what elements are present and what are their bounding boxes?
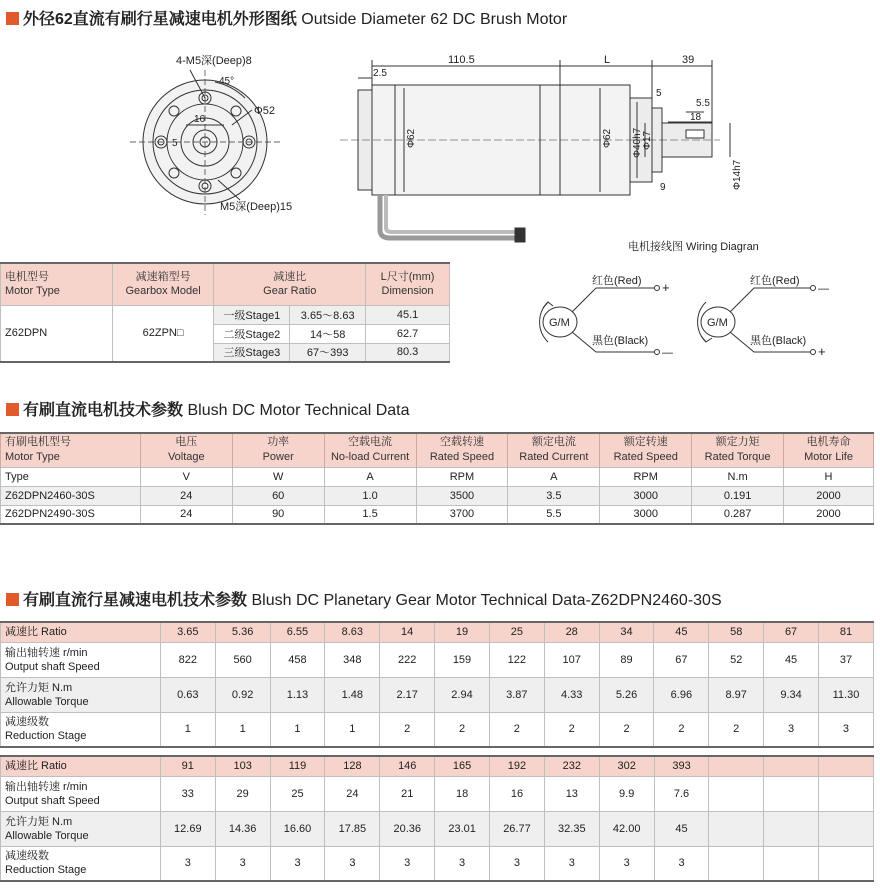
gear-cell: 146: [380, 756, 435, 776]
tech-header-cell: 功率 Power: [232, 433, 324, 467]
gear-cell: 89: [599, 642, 654, 677]
stage-cell: 二级Stage2: [214, 324, 290, 343]
right-plus: +: [818, 344, 826, 359]
gear-cell: 107: [544, 642, 599, 677]
tech-cell: 0.287: [692, 505, 784, 524]
gear-cell: 192: [490, 756, 545, 776]
gear-cell: 3: [818, 712, 873, 747]
gear-cell: 3: [435, 846, 490, 881]
motor-drawing: [0, 30, 880, 260]
section-title-en: Outside Diameter 62 DC Brush Motor: [301, 11, 568, 28]
tech-cell: 3000: [600, 505, 692, 524]
gear-cell: 128: [325, 756, 380, 776]
gear-cell: 3: [544, 846, 599, 881]
section-title-cn: 外径62直流有刷行星减速电机外形图纸: [23, 11, 297, 28]
gear-cell: [764, 776, 819, 811]
gear-cell: 3: [160, 846, 215, 881]
gear-cell: 302: [599, 756, 654, 776]
tech-cell: 1.0: [324, 486, 416, 505]
gear-cell: 2: [489, 712, 544, 747]
tech-cell: 3500: [416, 486, 508, 505]
gear-cell: 2: [544, 712, 599, 747]
gear-cell: 25: [489, 622, 544, 642]
label-dia14: Φ14h7: [732, 159, 743, 190]
tech-cell: 90: [232, 505, 324, 524]
gear-cell: 12.69: [160, 811, 215, 846]
table-row: [1, 677, 874, 712]
tech-cell: 1.5: [324, 505, 416, 524]
gear-cell: 4.33: [544, 677, 599, 712]
left-red-label: 红色(Red): [592, 275, 642, 287]
gear-cell: 3: [270, 846, 325, 881]
gear-cell: 14.36: [215, 811, 270, 846]
right-red-label: 红色(Red): [750, 275, 800, 287]
tech-unit-cell: A: [324, 467, 416, 486]
table-row: [1, 642, 874, 677]
gear-cell: [819, 776, 874, 811]
gear-cell: 34: [599, 622, 654, 642]
gear-cell: 42.00: [599, 811, 654, 846]
gear-cell: 25: [270, 776, 325, 811]
ratio-cell: 14～58: [290, 324, 366, 343]
stage-cell: 三级Stage3: [214, 343, 290, 362]
tech-cell: 5.5: [508, 505, 600, 524]
row-label: 减速比 Ratio: [1, 756, 161, 776]
gear-cell: 3.65: [160, 622, 215, 642]
gear-cell: 67: [654, 642, 709, 677]
left-plus: +: [662, 280, 670, 295]
wiring-title: 电机接线图 Wiring Diagran: [628, 241, 759, 253]
tech-cell: 3000: [600, 486, 692, 505]
tech-header-cell: 额定电流 Rated Current: [508, 433, 600, 467]
table-row: [1, 505, 874, 524]
ratio-cell: 3.65～8.63: [290, 305, 366, 324]
gear-cell: 16: [490, 776, 545, 811]
gear-cell: 6.96: [654, 677, 709, 712]
gear-cell: 11.30: [818, 677, 873, 712]
header-motor-type: 电机型号 Motor Type: [1, 263, 113, 305]
tech-header-cell: 电压 Voltage: [140, 433, 232, 467]
gear-cell: 232: [544, 756, 599, 776]
gear-cell: 18: [435, 776, 490, 811]
tech-unit-cell: RPM: [600, 467, 692, 486]
gear-cell: 2.17: [380, 677, 435, 712]
wiring-diagram: [520, 270, 880, 370]
gear-cell: 458: [270, 642, 325, 677]
label-dL: L: [604, 54, 611, 66]
section-title-en: Blush DC Motor Technical Data: [187, 402, 410, 419]
gear-cell: 1.48: [325, 677, 380, 712]
gear-cell: 20.36: [380, 811, 435, 846]
gear-cell: 6.55: [270, 622, 325, 642]
section-title-cn: 有刷直流行星减速电机技术参数: [23, 592, 248, 609]
label-dia52: Φ52: [254, 105, 276, 117]
left-minus: —: [662, 347, 673, 359]
gear-cell: 37: [818, 642, 873, 677]
tech-cell: 24: [140, 486, 232, 505]
gear-cell: 119: [270, 756, 325, 776]
label-dia17: Φ17: [642, 130, 653, 150]
tech-header-cell: 额定转速 Rated Speed: [600, 433, 692, 467]
table-row: [1, 622, 874, 642]
section-marker-icon: [6, 403, 19, 416]
gear-cell: 348: [325, 642, 380, 677]
tech-header-cell: 有刷电机型号 Motor Type: [1, 433, 141, 467]
gear-cell: [819, 811, 874, 846]
gear-cell: 1: [270, 712, 325, 747]
gear-cell: 91: [160, 756, 215, 776]
gear-cell: 32.35: [544, 811, 599, 846]
section-title-drawing: [6, 6, 567, 29]
gear-cell: 1: [325, 712, 380, 747]
gear-cell: 26.77: [490, 811, 545, 846]
gear-cell: 16.60: [270, 811, 325, 846]
label-dia40: Φ40h7: [632, 127, 643, 158]
label-dim5: 5: [172, 138, 178, 149]
gear-cell: 14: [380, 622, 435, 642]
motor-tech-table: [0, 432, 874, 525]
gear-cell: 1: [215, 712, 270, 747]
gear-cell: 7.6: [654, 776, 709, 811]
gear-cell: 165: [435, 756, 490, 776]
gear-cell: [819, 756, 874, 776]
gear-cell: 3: [764, 712, 819, 747]
gear-cell: 822: [160, 642, 215, 677]
table-row: [1, 846, 874, 881]
gear-cell: [709, 846, 764, 881]
label-d5: 5: [656, 88, 662, 99]
gear-cell: 58: [709, 622, 764, 642]
gear-cell: [764, 811, 819, 846]
gear-cell: 8.97: [709, 677, 764, 712]
gear-cell: 19: [435, 622, 490, 642]
table-header: [1, 433, 874, 467]
gear-table-2: [0, 755, 874, 882]
label-d110-5: 110.5: [448, 54, 475, 66]
gear-cell: 33: [160, 776, 215, 811]
tech-cell: 2000: [784, 505, 874, 524]
gear-cell: 45: [764, 642, 819, 677]
gear-cell: 222: [380, 642, 435, 677]
tech-cell: 3.5: [508, 486, 600, 505]
gear-cell: 13: [544, 776, 599, 811]
gear-cell: 67: [764, 622, 819, 642]
section-title-gear: [6, 587, 722, 610]
gear-cell: 81: [818, 622, 873, 642]
right-black-label: 黑色(Black): [750, 335, 807, 347]
gear-cell: [709, 776, 764, 811]
right-minus: —: [818, 283, 829, 295]
tech-header-cell: 电机寿命 Motor Life: [784, 433, 874, 467]
label-d5-5: 5.5: [696, 98, 710, 109]
gear-cell: 23.01: [435, 811, 490, 846]
tech-header-cell: 额定力矩 Rated Torque: [692, 433, 784, 467]
label-dia62b: Φ62: [602, 128, 613, 148]
tech-cell: 2000: [784, 486, 874, 505]
header-ratio: 减速比 Gear Ratio: [214, 263, 366, 305]
dim-cell: 45.1: [366, 305, 450, 324]
gear-cell: 3.87: [489, 677, 544, 712]
gear-cell: 52: [709, 642, 764, 677]
row-label: 允许力矩 N.m Allowable Torque: [1, 677, 161, 712]
table-row: [1, 712, 874, 747]
table-row: [1, 756, 874, 776]
gear-cell: 103: [215, 756, 270, 776]
motor-dimension-table: [0, 262, 450, 363]
stage-cell: 一级Stage1: [214, 305, 290, 324]
table-row: [1, 811, 874, 846]
tech-unit-cell: RPM: [416, 467, 508, 486]
gear-cell: 5.36: [215, 622, 270, 642]
gear-cell: 45: [654, 622, 709, 642]
gear-cell: 2: [435, 712, 490, 747]
table-units: [1, 467, 874, 486]
gear-cell: [819, 846, 874, 881]
gear-cell: 0.92: [215, 677, 270, 712]
gear-cell: 393: [654, 756, 709, 776]
tech-cell: Z62DPN2490-30S: [1, 505, 141, 524]
gear-cell: 29: [215, 776, 270, 811]
table-row: [1, 776, 874, 811]
tech-header-cell: 空载电流 No-load Current: [324, 433, 416, 467]
label-d9: 9: [660, 182, 666, 193]
row-label: 允许力矩 N.m Allowable Torque: [1, 811, 161, 846]
gear-cell: 1.13: [270, 677, 325, 712]
tech-unit-cell: V: [140, 467, 232, 486]
dim-cell: 62.7: [366, 324, 450, 343]
table-row: [1, 486, 874, 505]
gear-cell: 560: [215, 642, 270, 677]
row-label: 输出轴转速 r/min Output shaft Speed: [1, 642, 161, 677]
gear-cell: 3: [325, 846, 380, 881]
left-motor-label: G/M: [549, 317, 570, 329]
header-dimension: L尺寸(mm) Dimension: [366, 263, 450, 305]
section-marker-icon: [6, 593, 19, 606]
row-label: 减速比 Ratio: [1, 622, 161, 642]
gear-cell: 2.94: [435, 677, 490, 712]
gear-cell: 1: [160, 712, 215, 747]
gear-cell: 3: [490, 846, 545, 881]
gear-cell: 9.9: [599, 776, 654, 811]
tech-unit-cell: H: [784, 467, 874, 486]
gear-cell: [709, 756, 764, 776]
gearbox-model: 62ZPN□: [112, 305, 214, 362]
gear-cell: 17.85: [325, 811, 380, 846]
gear-cell: [764, 756, 819, 776]
gear-cell: 2: [654, 712, 709, 747]
section-marker-icon: [6, 12, 19, 25]
gear-cell: 159: [435, 642, 490, 677]
tech-unit-cell: W: [232, 467, 324, 486]
label-dim16: 16: [194, 114, 206, 125]
label-d39: 39: [682, 54, 695, 66]
gear-cell: 45: [654, 811, 709, 846]
tech-unit-cell: A: [508, 467, 600, 486]
row-label: 输出轴转速 r/min Output shaft Speed: [1, 776, 161, 811]
gear-cell: 8.63: [325, 622, 380, 642]
section-title-tech: [6, 397, 410, 420]
label-front-bottom: M5深(Deep)15: [220, 201, 293, 213]
gear-cell: [764, 846, 819, 881]
gear-cell: 2: [599, 712, 654, 747]
label-dia62a: Φ62: [406, 128, 417, 148]
gear-cell: 9.34: [764, 677, 819, 712]
table-header: [1, 263, 450, 305]
row-label: 减速级数 Reduction Stage: [1, 712, 161, 747]
label-d2-5: 2.5: [373, 68, 387, 79]
tech-unit-cell: Type: [1, 467, 141, 486]
gear-cell: 3: [654, 846, 709, 881]
tech-cell: Z62DPN2460-30S: [1, 486, 141, 505]
tech-header-cell: 空载转速 Rated Speed: [416, 433, 508, 467]
gear-cell: 3: [599, 846, 654, 881]
header-gearbox: 减速箱型号 Gearbox Model: [112, 263, 214, 305]
gear-cell: 21: [380, 776, 435, 811]
gear-cell: 122: [489, 642, 544, 677]
tech-cell: 24: [140, 505, 232, 524]
tech-unit-cell: N.m: [692, 467, 784, 486]
gear-cell: [709, 811, 764, 846]
gear-cell: 5.26: [599, 677, 654, 712]
table-row: [1, 305, 450, 324]
tech-cell: 3700: [416, 505, 508, 524]
label-d18: 18: [690, 112, 702, 123]
tech-cell: 0.191: [692, 486, 784, 505]
gear-cell: 2: [709, 712, 764, 747]
gear-cell: 0.63: [160, 677, 215, 712]
left-black-label: 黑色(Black): [592, 335, 649, 347]
section-title-cn: 有刷直流电机技术参数: [23, 402, 184, 419]
gear-table-1: [0, 621, 874, 748]
gear-cell: 3: [215, 846, 270, 881]
gear-cell: 24: [325, 776, 380, 811]
row-label: 减速级数 Reduction Stage: [1, 846, 161, 881]
label-front-holes: 4-M5深(Deep)8: [176, 55, 252, 67]
label-angle: 45°: [219, 76, 235, 87]
gear-cell: 2: [380, 712, 435, 747]
tech-cell: 60: [232, 486, 324, 505]
section-title-en: Blush DC Planetary Gear Motor Technical Data-Z62DPN2460-30S: [251, 592, 722, 609]
gear-cell: 3: [380, 846, 435, 881]
motor-model: Z62DPN: [1, 305, 113, 362]
gear-cell: 28: [544, 622, 599, 642]
ratio-cell: 67～393: [290, 343, 366, 362]
dim-cell: 80.3: [366, 343, 450, 362]
right-motor-label: G/M: [707, 317, 728, 329]
